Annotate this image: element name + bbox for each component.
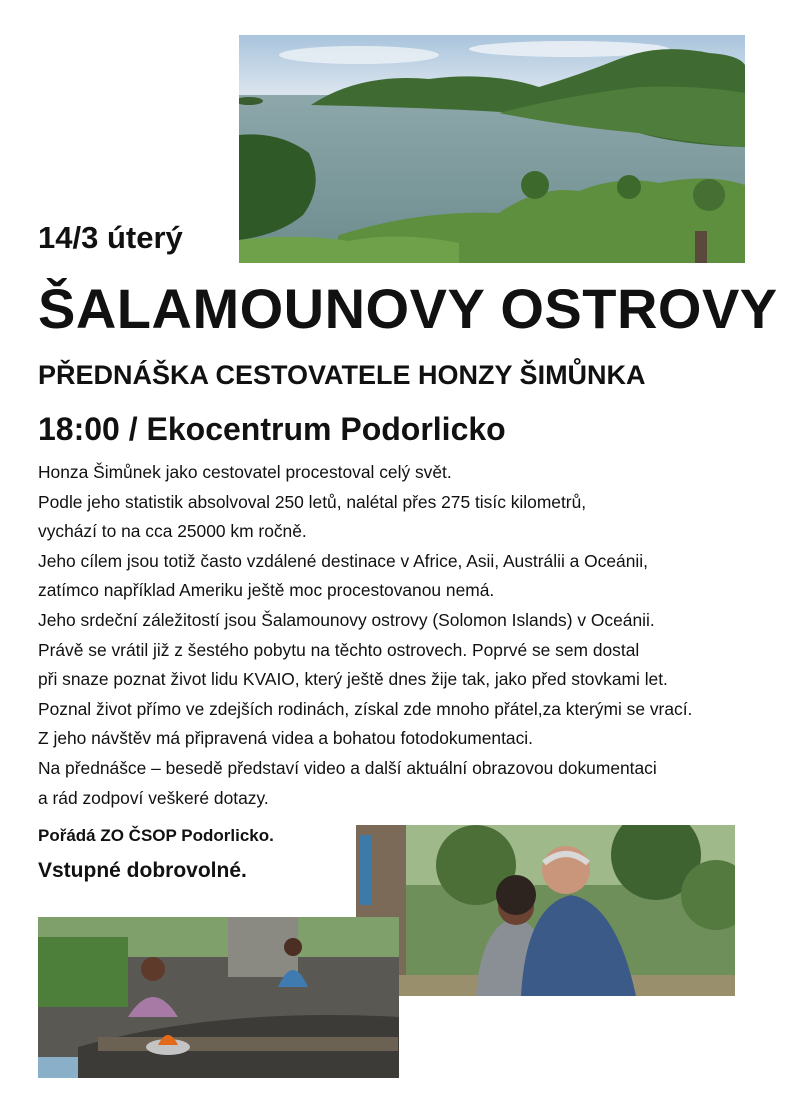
entry-fee: Vstupné dobrovolné. xyxy=(38,859,247,882)
description-line: Poznal život přímo ve zdejších rodinách, získal zde mnoho přátel,za kterými se vrací. xyxy=(38,698,693,719)
event-subtitle: PŘEDNÁŠKA CESTOVATELE HONZY ŠIMŮNKA xyxy=(38,360,646,390)
event-title: ŠALAMOUNOVY OSTROVY xyxy=(38,277,778,340)
photo-bay-landscape xyxy=(239,35,745,263)
photo-village-kitchen xyxy=(38,917,399,1078)
description-line: vychází to na cca 25000 km ročně. xyxy=(38,521,307,542)
description-line: Honza Šimůnek jako cestovatel procestoval celý svět. xyxy=(38,462,452,482)
description-line: zatímco například Ameriku ještě moc procestovanou nemá. xyxy=(38,580,495,601)
description-line: při snaze poznat život lidu KVAIO, který ještě dnes žije tak, jako před stovkami let. xyxy=(38,669,668,690)
description-line: Na přednášce – besedě představí video a další aktuální obrazovou dokumentaci xyxy=(38,757,657,778)
event-date: 14/3 úterý xyxy=(38,220,183,255)
description-line: Právě se vrátil již z šestého pobytu na těchto ostrovech. Poprvé se sem dostal xyxy=(38,639,640,660)
description-line: Z jeho návštěv má připravená videa a bohatou fotodokumentaci. xyxy=(38,728,533,749)
description-line: Jeho srdeční záležitostí jsou Šalamounovy ostrovy (Solomon Islands) v Oceánii. xyxy=(38,609,655,630)
description-line: Jeho cílem jsou totiž často vzdálené destinace v Africe, Asii, Austrálii a Oceánii, xyxy=(38,550,648,571)
event-description xyxy=(38,458,768,813)
event-time-place: 18:00 / Ekocentrum Podorlicko xyxy=(38,411,506,447)
description-line: Podle jeho statistik absolvoval 250 letů, nalétal přes 275 tisíc kilometrů, xyxy=(38,491,587,512)
photo-traveller-with-local xyxy=(356,825,735,996)
description-line: a rád zodpoví veškeré dotazy. xyxy=(38,787,269,808)
organizer: Pořádá ZO ČSOP Podorlicko. xyxy=(38,826,274,845)
